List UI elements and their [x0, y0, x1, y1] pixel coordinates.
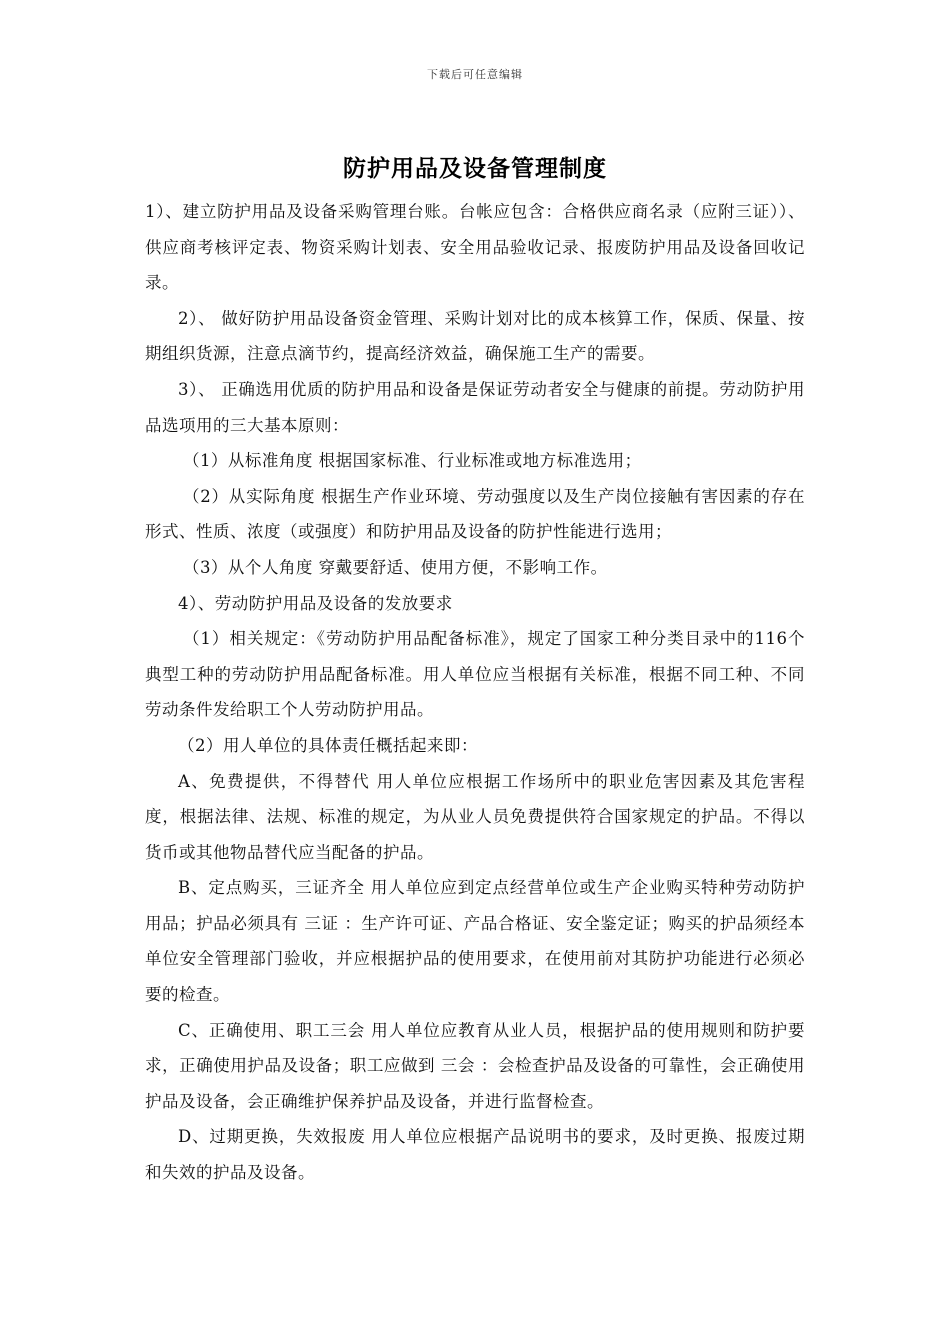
paragraph-4: 4）、劳动防护用品及设备的发放要求	[178, 593, 453, 613]
paragraph-3: 3）、 正确选用优质的防护用品和设备是保证劳动者安全与健康的前提。劳动防护用品选项用的三大基本原则：	[145, 379, 805, 435]
paragraph-3-item-3: （3）从个人角度 穿戴要舒适、使用方便，不影响工作。	[182, 557, 608, 577]
paragraph-4-item-1: （1）相关规定：《劳动防护用品配备标准》，规定了国家工种分类目录中的116个典型工种的劳动防护用品配备标准。用人单位应当根据有关标准，根据不同工种、不同劳动条件发给职工个人劳动防护用品。	[145, 629, 805, 720]
paragraph-item-b: B、定点购买，三证齐全 用人单位应到定点经营单位或生产企业购买特种劳动防护用品；护品必须具有 三证 ：生产许可证、产品合格证、安全鉴定证；购买的护品须经本单位安全管理部门验收，并应根据护品的使用要求，在使用前对其防护功能进行必须必要的检查。	[145, 878, 805, 1005]
paragraph-item-a: A、免费提供，不得替代 用人单位应根据工作场所中的职业危害因素及其危害程度，根据法律、法规、标准的规定，为从业人员免费提供符合国家规定的护品。不得以货币或其他物品替代应当配备的护品。	[145, 771, 805, 862]
paragraph-item-c: C、正确使用、职工三会 用人单位应教育从业人员，根据护品的使用规则和防护要求，正确使用护品及设备；职工应做到 三会 ：会检查护品及设备的可靠性，会正确使用护品及设备，会正确维护保养护品及设备，并进行监督检查。	[145, 1020, 805, 1111]
paragraph-item-d: D、过期更换，失效报废 用人单位应根据产品说明书的要求，及时更换、报废过期和失效的护品及设备。	[145, 1127, 805, 1183]
document-title: 防护用品及设备管理制度	[343, 156, 607, 182]
paragraph-2: 2）、 做好防护用品设备资金管理、采购计划对比的成本核算工作，保质、保量、按期组织货源，注意点滴节约，提高经济效益，确保施工生产的需要。	[145, 308, 805, 364]
document-body	[145, 194, 805, 1191]
header-note: 下载后可任意编辑	[427, 68, 523, 81]
paragraph-3-item-2: （2）从实际角度 根据生产作业环境、劳动强度以及生产岗位接触有害因素的存在形式、性质、浓度（或强度）和防护用品及设备的防护性能进行选用；	[145, 486, 805, 542]
paragraph-3-item-1: （1）从标准角度 根据国家标准、行业标准或地方标准选用；	[182, 451, 642, 471]
paragraph-1: 1）、建立防护用品及设备采购管理台账。台帐应包含：合格供应商名录（应附三证））、供应商考核评定表、物资采购计划表、安全用品验收记录、报废防护用品及设备回收记录。	[145, 202, 805, 293]
paragraph-4-item-2: （2）用人单位的具体责任概括起来即：	[178, 735, 478, 755]
